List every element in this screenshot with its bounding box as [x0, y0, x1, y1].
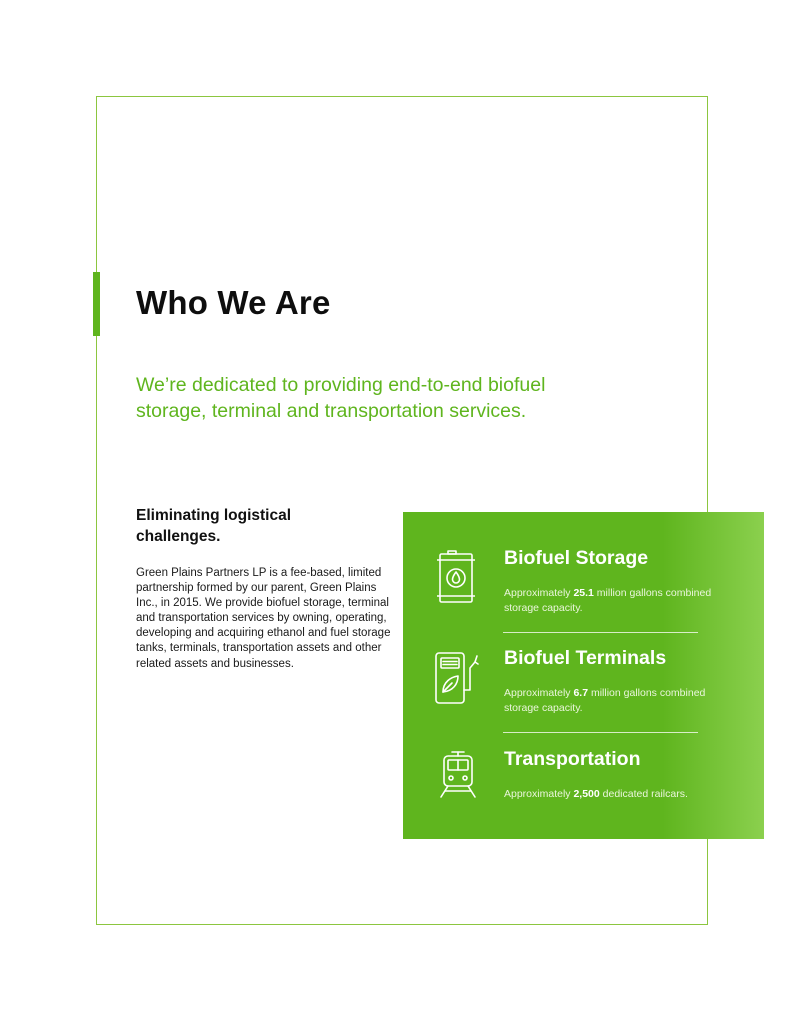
service-title: Biofuel Storage	[504, 547, 649, 569]
service-description: Approximately 2,500 dedicated railcars.	[504, 788, 688, 800]
divider	[503, 732, 698, 733]
page-title: Who We Are	[136, 284, 331, 321]
service-value: 2,500	[573, 788, 600, 800]
service-value: 6.7	[573, 687, 589, 699]
fuel-pump-leaf-icon	[433, 650, 483, 706]
section-subheading: Eliminating logistical challenges.	[136, 507, 292, 545]
service-title: Biofuel Terminals	[504, 647, 667, 669]
services-panel	[403, 512, 764, 839]
service-value: 25.1	[573, 587, 594, 599]
storage-tank-icon	[433, 550, 483, 606]
service-title: Transportation	[504, 748, 641, 770]
divider	[503, 632, 698, 633]
tagline: We’re dedicated to providing end-to-end biofuel storage, terminal and transportation services.	[136, 374, 546, 422]
service-description: Approximately 6.7 million gallons combined storage capacity.	[504, 687, 706, 714]
body-paragraph: Green Plains Partners LP is a fee-based, limited partnership formed by our parent, Green Plains Inc., in 2015. We provide biofuel storage, terminal and transportation services by owning, operating, developing and acquiring ethanol and fuel storage tanks, terminals, transportation assets and other related assets and businesses.	[136, 567, 391, 670]
service-description: Approximately 25.1 million gallons combined storage capacity.	[504, 587, 712, 614]
train-icon	[436, 749, 480, 801]
title-accent-bar	[93, 272, 100, 336]
